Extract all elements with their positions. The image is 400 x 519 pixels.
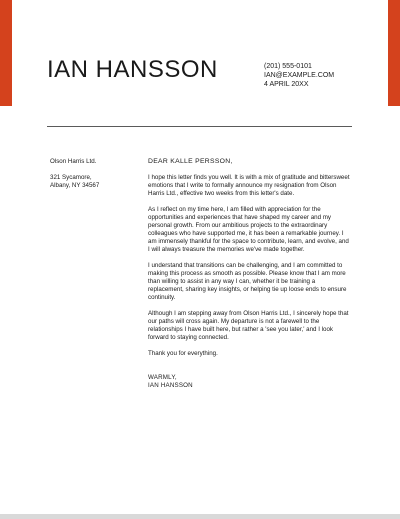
recipient-street: 321 Sycamore, — [50, 174, 92, 181]
recipient-address — [50, 158, 130, 190]
closing-block — [148, 374, 351, 390]
phone-number: (201) 555-0101 — [264, 63, 312, 70]
recipient-city: Albany, NY 34567 — [50, 182, 100, 189]
contact-info — [264, 62, 334, 89]
letter-body — [148, 158, 351, 390]
accent-bar-right — [388, 0, 400, 106]
paragraph: I hope this letter finds you well. It is with a mix of gratitude and bittersweet emotions that I write to formally announce my resignation from Olson Harris Ltd., effective two weeks from this letter's date. — [148, 174, 350, 197]
signature-name: IAN HANSSON — [148, 382, 193, 389]
accent-bar-left — [0, 0, 12, 106]
paragraph: Although I am stepping away from Olson Harris Ltd., I sincerely hope that our paths will cross again. My departure is not a farewell to the relationships I have built here, but rather a 'see you later,' and I look forward to staying connected. — [148, 310, 349, 341]
paragraph: I understand that transitions can be challenging, and I am committed to making this process as smooth as possible. Please know that I am more than willing to assist in any way I can, whether it be training a replacement, sharing key insights, or helping tie up loose ends to ensure continuity. — [148, 262, 347, 301]
page-bottom-edge — [0, 514, 400, 519]
salutation: DEAR KALLE PERSSON, — [148, 158, 233, 165]
paragraph: As I reflect on my time here, I am filled with appreciation for the opportunities and experiences that have shaped my career and my personal growth. From our ambitious projects to the extraordinary colleagues who have supported me, it has been a remarkable journey. I am immensely thankful for the space to contribute, learn, and evolve, and I will always treasure the memories we've made together. — [148, 206, 349, 253]
paragraph: Thank you for everything. — [148, 350, 218, 357]
recipient-company: Olson Harris Ltd. — [50, 158, 97, 165]
closing: WARMLY, — [148, 374, 177, 381]
sender-name: IAN HANSSON — [47, 56, 218, 83]
email-address: IAN@EXAMPLE.COM — [264, 72, 335, 79]
letter-date: 4 APRIL 20XX — [264, 81, 309, 88]
header-divider — [47, 126, 352, 127]
